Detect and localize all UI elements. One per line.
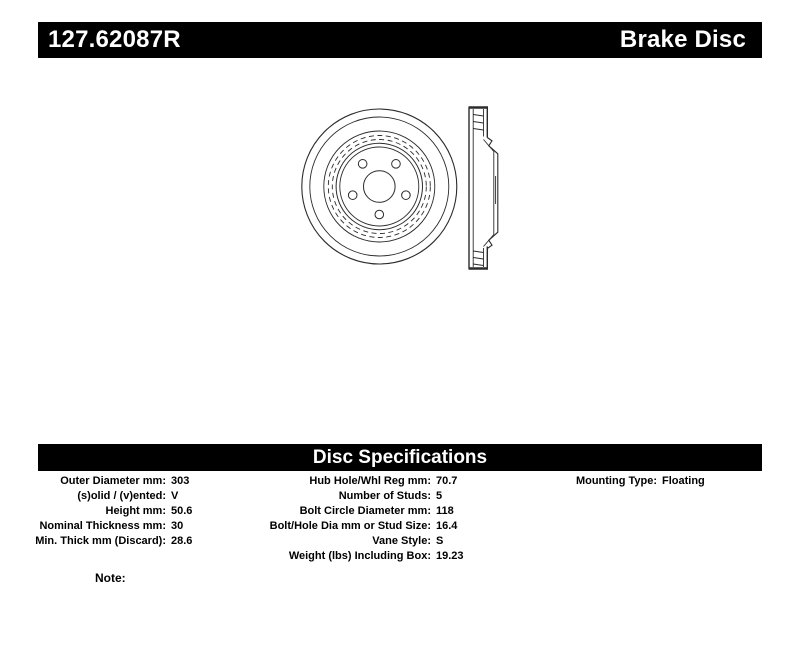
vane-line: [473, 258, 483, 260]
hidden-edge-dashed-circle-inner: [332, 140, 426, 234]
spec-value: 28.6: [171, 535, 193, 547]
spec-value: 50.6: [171, 505, 193, 517]
hat-profile-outline: [487, 138, 498, 249]
brake-disc-front-view: [302, 109, 457, 264]
spec-row: [30, 519, 192, 534]
spec-value: 303: [171, 475, 190, 487]
vane-line: [473, 264, 483, 266]
spec-label: Bolt/Hole Dia mm or Stud Size:: [269, 520, 431, 532]
vane-hatch-bottom: [473, 251, 483, 266]
spec-value: V: [171, 490, 179, 502]
spec-row: [260, 504, 464, 519]
spec-row: [30, 534, 192, 549]
spec-label: Hub Hole/Whl Reg mm:: [309, 475, 431, 487]
stud-hole: [375, 210, 384, 219]
spec-row: [260, 534, 464, 549]
stud-hole: [402, 191, 411, 200]
spec-row: [30, 474, 192, 489]
spec-column-middle: [260, 474, 464, 564]
spec-row: [260, 549, 464, 564]
spec-value: 5: [436, 490, 443, 502]
stud-hole: [358, 160, 367, 169]
spec-label: Nominal Thickness mm:: [39, 520, 166, 532]
spec-label: (s)olid / (v)ented:: [77, 490, 166, 502]
brake-disc-cross-section-view: [469, 108, 498, 269]
note-label: Note:: [95, 571, 126, 585]
brake-disc-technical-drawing: [278, 86, 527, 285]
header-bar: [38, 22, 762, 58]
hat-profile-inner-line: [484, 140, 494, 247]
part-number: 127.62087R: [48, 26, 181, 53]
spec-column-right: [520, 474, 705, 489]
spec-value: 30: [171, 520, 184, 532]
spec-row: [260, 489, 464, 504]
spec-row: [260, 474, 464, 489]
stud-holes: [348, 160, 410, 219]
spec-label: Height mm:: [105, 505, 166, 517]
spec-section-header-bar: [38, 444, 762, 471]
spec-label: Vane Style:: [372, 535, 431, 547]
spec-label: Min. Thick mm (Discard):: [35, 535, 166, 547]
hat-outer-ring-circle: [336, 143, 422, 229]
spec-value: 16.4: [436, 520, 458, 532]
vane-line: [473, 115, 483, 117]
hidden-edge-dashed-circle-outer: [328, 136, 430, 238]
spec-value: Floating: [662, 475, 705, 487]
vane-hatch-top: [473, 115, 483, 131]
hub-center-hole: [364, 171, 396, 203]
spec-label: Bolt Circle Diameter mm:: [299, 505, 431, 517]
spec-label: Outer Diameter mm:: [60, 475, 166, 487]
spec-column-left: [30, 474, 192, 549]
spec-section-title: Disc Specifications: [312, 446, 488, 468]
disc-outer-edge-circle: [302, 109, 457, 264]
product-type-title: Brake Disc: [619, 26, 746, 53]
disc-outer-chamfer-circle: [310, 117, 449, 256]
spec-label: Mounting Type:: [575, 475, 657, 487]
spec-value: 118: [436, 505, 454, 517]
vane-line: [473, 129, 483, 131]
spec-value: 19.23: [436, 550, 464, 562]
spec-value: 70.7: [436, 475, 458, 487]
spec-row: [30, 489, 192, 504]
spec-label: Number of Studs:: [338, 490, 431, 502]
spec-row: [30, 504, 192, 519]
spec-row: [260, 519, 464, 534]
vane-line: [473, 251, 483, 253]
stud-hole: [392, 160, 401, 169]
hat-inner-ring-circle: [340, 147, 419, 226]
spec-row: [520, 474, 705, 489]
braking-surface-inner-circle: [324, 131, 435, 242]
vane-line: [473, 122, 483, 124]
spec-label: Weight (lbs) Including Box:: [288, 550, 431, 562]
spec-value: S: [436, 535, 444, 547]
stud-hole: [348, 191, 357, 200]
